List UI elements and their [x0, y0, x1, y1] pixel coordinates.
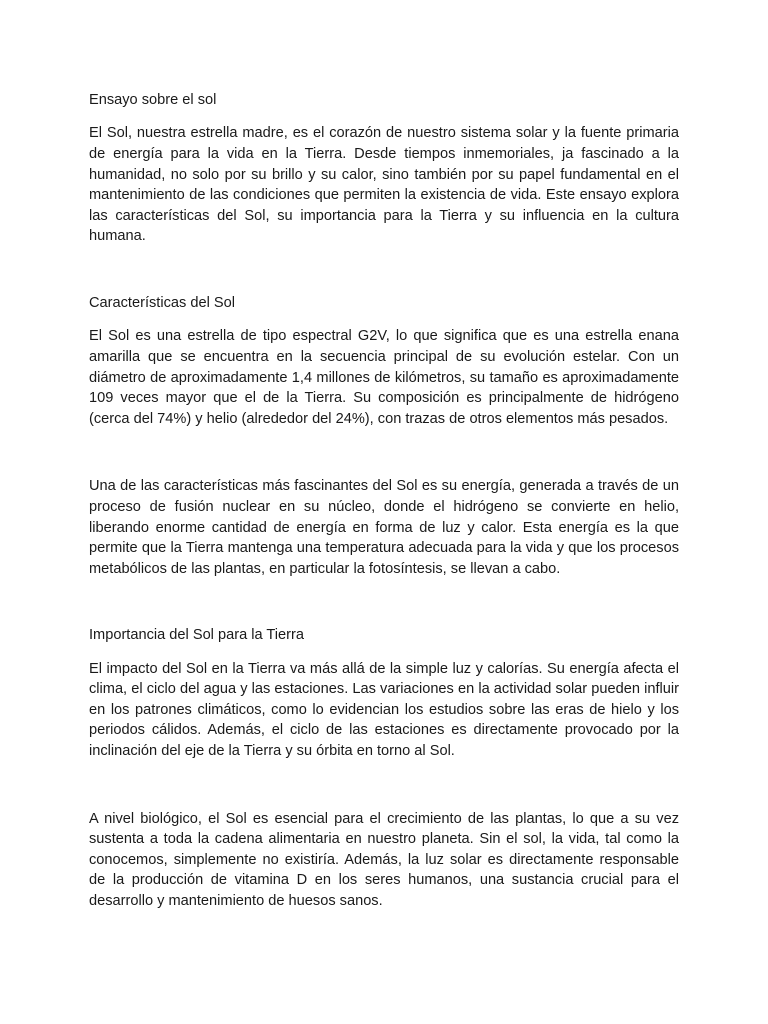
paragraph-intro: El Sol, nuestra estrella madre, es el corazón de nuestro sistema solar y la fuente primaria de energía para la vida en la Tierra. Desde tiempos inmemoriales, ja fascinado a la humanidad, no solo por su brillo y su calor, sino también por su papel fundamental en el mantenimiento de las condiciones que permiten la existencia de vida. Este ensayo explora las características del Sol, su importancia para la Tierra y su influencia en la cultura humana. — [89, 125, 679, 245]
paragraph-importancia-2: A nivel biológico, el Sol es esencial para el crecimiento de las plantas, lo que a su vez sustenta a toda la cadena alimentaria en nuestro planeta. Sin el sol, la vida, tal como la conocemos, simplemente no existiría. Además, la luz solar es directamente responsable de la producción de vitamina D en los seres humanos, una sustancia crucial para el desarrollo y mantenimiento de huesos sanos. — [89, 810, 679, 910]
section-heading-importancia: Importancia del Sol para la Tierra — [89, 627, 304, 644]
paragraph-caracteristicas-2: Una de las características más fascinantes del Sol es su energía, generada a través de un proceso de fusión nuclear en su núcleo, donde el hidrógeno se convierte en helio, liberando enorme cantidad de energía en forma de luz y calor. Esta energía es la que permite que la Tierra mantenga una temperatura adecuada para la vida y que los procesos metabólicos de las plantas, en particular la fotosíntesis, se llevan a cabo. — [89, 478, 679, 577]
section-heading-caracteristicas: Características del Sol — [89, 294, 235, 311]
paragraph-caracteristicas-1: El Sol es una estrella de tipo espectral G2V, lo que significa que es una estrella enana amarilla que se encuentra en la secuencia principal de su evolución estelar. Con un diámetro de aproximadamente 1,4 millones de kilómetros, su tamaño es aproximadamente 109 veces mayor que el de la Tierra. Su composición es principalmente de hidrógeno (cerca del 74%) y helio (alrededor del 24%), con trazas de otros elementos más pesados. — [89, 328, 679, 427]
document-page — [89, 90, 679, 912]
paragraph-importancia-1: El impacto del Sol en la Tierra va más allá de la simple luz y calorías. Su energía afecta el clima, el ciclo del agua y las estaciones. Las variaciones en la actividad solar pueden influir en los patrones climáticos, como lo evidencian los estudios sobre las eras de hielo y los periodos cálidos. Además, el ciclo de las estaciones es directamente provocado por la inclinación del eje de la Tierra y su órbita en torno al Sol. — [89, 660, 679, 760]
essay-title: Ensayo sobre el sol — [89, 92, 217, 108]
